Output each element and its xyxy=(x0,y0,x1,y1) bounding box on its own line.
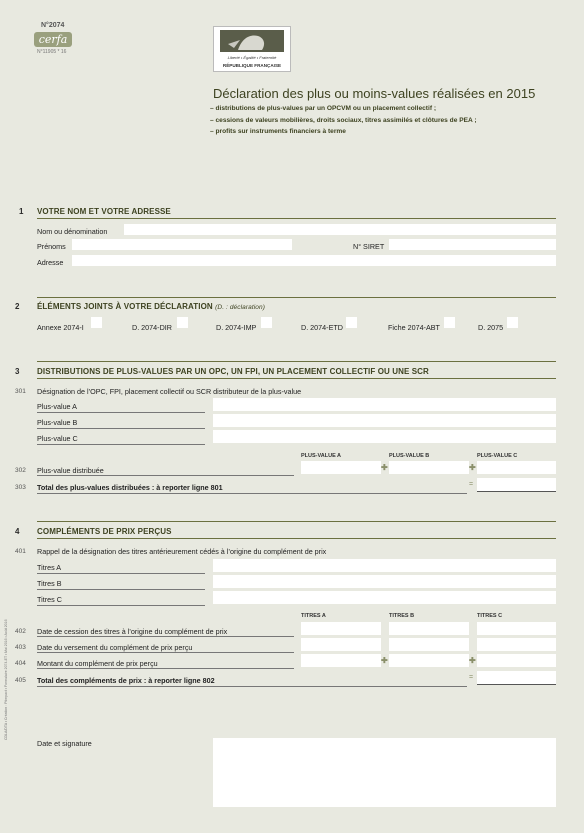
d-2074-imp-label: D. 2074-IMP xyxy=(216,323,257,332)
line-404-number: 404 xyxy=(15,660,26,667)
line-302-label: Plus-value distribuée xyxy=(37,466,104,475)
date-versement-b-field[interactable] xyxy=(389,638,469,651)
plus-value-c-label: Plus-value C xyxy=(37,434,78,443)
d-2075-label: D. 2075 xyxy=(478,323,504,332)
section-2-subtitle: (D. : déclaration) xyxy=(215,304,265,311)
plus-icon: ✚ xyxy=(469,463,476,472)
column-header-titres-b: TITRES B xyxy=(389,613,415,619)
column-header-plus-value-b: PLUS-VALUE B xyxy=(389,453,430,459)
annexe-2074-i-label: Annexe 2074-I xyxy=(37,323,84,332)
prenoms-label: Prénoms xyxy=(37,242,66,251)
d-2075-checkbox[interactable] xyxy=(507,317,518,328)
line-402-number: 402 xyxy=(15,628,26,635)
section-4-number: 4 xyxy=(15,527,20,536)
section-2-title-text: ÉLÉMENTS JOINTS À VOTRE DÉCLARATION xyxy=(37,302,213,311)
marianne-logo xyxy=(213,26,291,72)
title-bullet: – distributions de plus-values par un OPCVM ou un placement collectif ; xyxy=(210,105,437,112)
adresse-label: Adresse xyxy=(37,258,64,267)
line-405-label: Total des compléments de prix : à reporter ligne 802 xyxy=(37,676,215,685)
plus-value-distribuee-b-field[interactable] xyxy=(389,461,469,474)
section-3-number: 3 xyxy=(15,367,20,376)
date-versement-a-field[interactable] xyxy=(301,638,381,651)
form-number: N°2074 xyxy=(41,22,65,29)
line-403-underline xyxy=(37,652,294,653)
plus-value-c-underline xyxy=(37,444,205,445)
d-2074-dir-checkbox[interactable] xyxy=(177,317,188,328)
title-bullet: – profits sur instruments financiers à terme xyxy=(210,128,346,136)
section-2-number: 2 xyxy=(15,302,20,311)
plus-value-b-underline xyxy=(37,428,205,429)
line-301-label: Désignation de l’OPC, FPI, placement collectif ou SCR distributeur de la plus-value xyxy=(37,387,302,396)
line-303-number: 303 xyxy=(15,484,26,491)
date-versement-c-field[interactable] xyxy=(477,638,556,651)
column-header-titres-a: TITRES A xyxy=(301,613,326,619)
marianne-motto: Liberté • Égalité • Fraternité xyxy=(227,55,277,60)
line-303-label: Total des plus-values distribuées : à reporter ligne 801 xyxy=(37,483,223,492)
titres-c-label: Titres C xyxy=(37,595,62,604)
line-303-underline xyxy=(37,493,467,494)
marianne-republic: RÉPUBLIQUE FRANÇAISE xyxy=(222,63,282,68)
date-cession-b-field[interactable] xyxy=(389,622,469,635)
line-404-underline xyxy=(37,668,294,669)
nom-label: Nom ou dénomination xyxy=(37,227,108,236)
line-301-number: 301 xyxy=(15,388,26,395)
annexe-2074-i-checkbox[interactable] xyxy=(91,317,102,328)
adresse-field[interactable] xyxy=(72,255,556,266)
title-bullets xyxy=(210,106,477,136)
titres-b-underline xyxy=(37,589,205,590)
nom-field[interactable] xyxy=(124,224,556,235)
section-4-top-rule xyxy=(37,521,556,522)
section-3-rule xyxy=(37,378,556,379)
date-cession-c-field[interactable] xyxy=(477,622,556,635)
titres-a-label: Titres A xyxy=(37,563,62,572)
line-403-number: 403 xyxy=(15,644,26,651)
date-cession-a-field[interactable] xyxy=(301,622,381,635)
section-1-rule xyxy=(37,218,556,219)
total-complements-field[interactable] xyxy=(477,671,556,685)
line-401-number: 401 xyxy=(15,548,26,555)
equals-icon: = xyxy=(469,674,474,681)
side-note: CDLA/DTA • Création : Ptimpact • Formulaire 2074-ET • Mai 2016 • Août 2016 xyxy=(4,619,8,740)
section-4-title: COMPLÉMENTS DE PRIX PERÇUS xyxy=(37,527,172,536)
fiche-2074-abt-checkbox[interactable] xyxy=(444,317,455,328)
plus-icon: ✚ xyxy=(381,463,388,472)
d-2074-imp-checkbox[interactable] xyxy=(261,317,272,328)
titres-b-label: Titres B xyxy=(37,579,62,588)
total-plus-values-field[interactable] xyxy=(477,478,556,492)
line-404-label: Montant du complément de prix perçu xyxy=(37,659,158,668)
montant-complement-b-field[interactable] xyxy=(389,654,469,667)
titres-a-underline xyxy=(37,573,205,574)
plus-value-b-designation-field[interactable] xyxy=(213,414,556,427)
marianne-emblem xyxy=(220,30,284,52)
line-302-number: 302 xyxy=(15,467,26,474)
section-3-title: DISTRIBUTIONS DE PLUS-VALUES PAR UN OPC, UN FPI, UN PLACEMENT COLLECTIF OU UNE SCR xyxy=(37,367,429,376)
plus-icon: ✚ xyxy=(381,656,388,665)
fiche-2074-abt-label: Fiche 2074-ABT xyxy=(388,323,440,332)
siret-label: N° SIRET xyxy=(353,242,385,251)
plus-value-distribuee-c-field[interactable] xyxy=(477,461,556,474)
column-header-plus-value-c: PLUS-VALUE C xyxy=(477,453,518,459)
titres-c-designation-field[interactable] xyxy=(213,591,556,604)
d-2074-etd-label: D. 2074-ETD xyxy=(301,323,343,332)
section-3-top-rule xyxy=(37,361,556,362)
line-302-underline xyxy=(37,475,294,476)
page-title: Déclaration des plus ou moins-values réalisées en 2015 xyxy=(213,86,536,101)
marianne-profile-icon xyxy=(220,30,284,52)
cerfa-logo-text: cerfa xyxy=(38,33,68,46)
titres-a-designation-field[interactable] xyxy=(213,559,556,572)
section-2-title xyxy=(37,302,265,311)
column-header-titres-c: TITRES C xyxy=(477,613,503,619)
plus-value-b-label: Plus-value B xyxy=(37,418,78,427)
montant-complement-c-field[interactable] xyxy=(477,654,556,667)
prenoms-field[interactable] xyxy=(72,239,292,250)
line-405-number: 405 xyxy=(15,677,26,684)
plus-value-c-designation-field[interactable] xyxy=(213,430,556,443)
line-402-label: Date de cession des titres à l’origine du complément de prix xyxy=(37,627,228,636)
d-2074-dir-label: D. 2074-DIR xyxy=(132,323,172,332)
plus-value-distribuee-a-field[interactable] xyxy=(301,461,381,474)
plus-value-a-designation-field[interactable] xyxy=(213,398,556,411)
titres-b-designation-field[interactable] xyxy=(213,575,556,588)
plus-icon: ✚ xyxy=(469,656,476,665)
section-1-number: 1 xyxy=(19,207,24,216)
cerfa-logo xyxy=(34,32,72,47)
line-402-underline xyxy=(37,636,294,637)
line-403-label: Date du versement du complément de prix perçu xyxy=(37,643,193,652)
equals-icon: = xyxy=(469,481,474,488)
line-401-label: Rappel de la désignation des titres antérieurement cédés à l’origine du complément de prix xyxy=(37,547,327,556)
plus-value-a-label: Plus-value A xyxy=(37,402,77,411)
montant-complement-a-field[interactable] xyxy=(301,654,381,667)
d-2074-etd-checkbox[interactable] xyxy=(346,317,357,328)
plus-value-a-underline xyxy=(37,412,205,413)
line-405-underline xyxy=(37,686,467,687)
signature-field[interactable] xyxy=(213,738,556,807)
section-4-rule xyxy=(37,538,556,539)
section-2-top-rule xyxy=(37,297,556,298)
siret-field[interactable] xyxy=(389,239,556,250)
cerfa-number: N°11905 * 16 xyxy=(37,49,67,55)
titres-c-underline xyxy=(37,605,205,606)
column-header-plus-value-a: PLUS-VALUE A xyxy=(301,453,342,459)
section-1-title: VOTRE NOM ET VOTRE ADRESSE xyxy=(37,207,171,216)
signature-label: Date et signature xyxy=(37,739,92,748)
title-bullet: – cessions de valeurs mobilières, droits sociaux, titres assimilés et clôtures de PEA ; xyxy=(210,116,477,124)
